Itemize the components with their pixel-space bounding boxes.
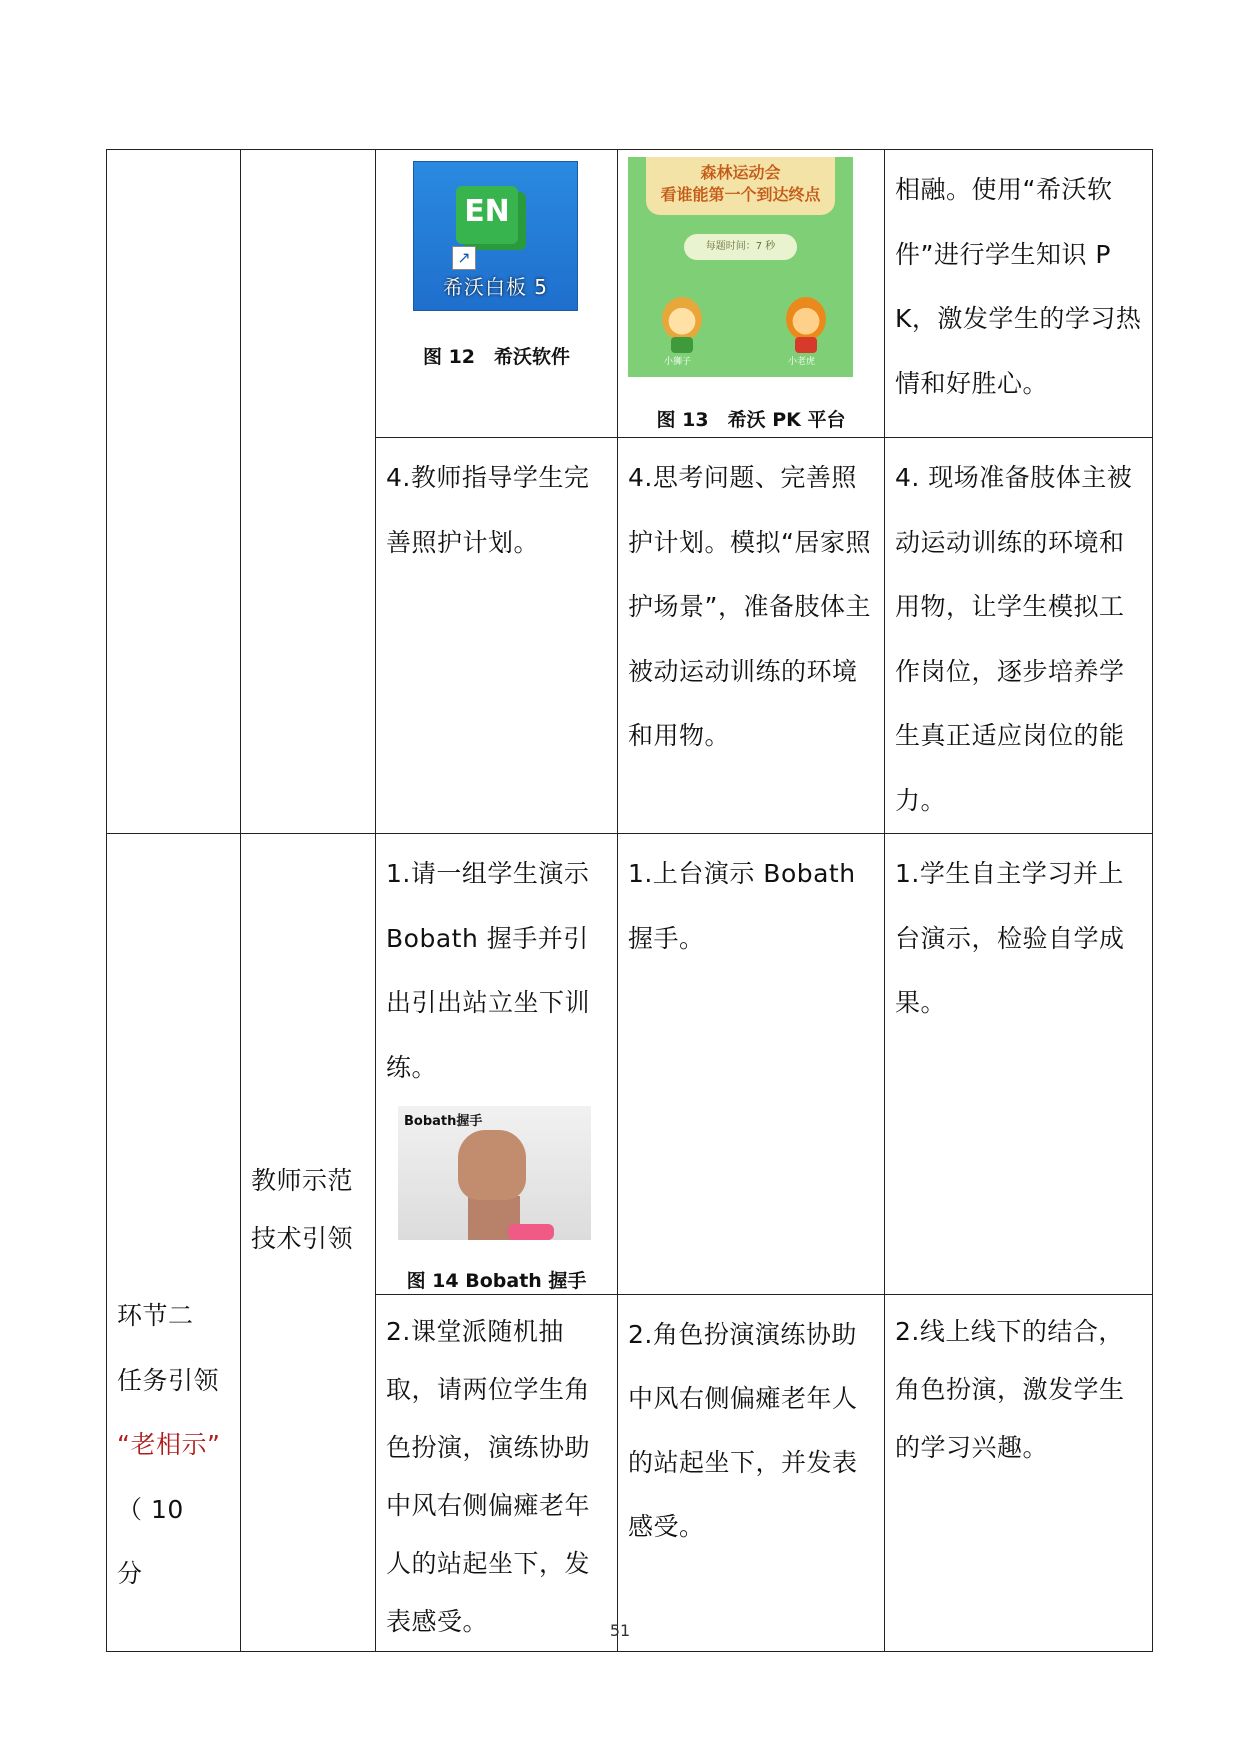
clasped-hands-icon (458, 1130, 526, 1200)
purpose-cell (885, 834, 1153, 1295)
student-cell (618, 1295, 885, 1652)
teacher-cell (376, 438, 618, 834)
purpose-text: 4. 现场准备肢体主被动运动训练的环境和用物，让学生模拟工作岗位，逐步培养学生真正适应岗位的能力。 (895, 463, 1133, 815)
teacher-text: 4.教师指导学生完善照护计划。 (386, 463, 590, 557)
purpose-cell (885, 438, 1153, 834)
student-cell (618, 834, 885, 1295)
icon-label: 希沃白板 5 (442, 275, 549, 299)
figure-caption: 图 12 希沃软件 (422, 346, 571, 368)
pk-platform-image (628, 157, 853, 377)
purpose-cell (885, 1295, 1153, 1652)
teacher-cell (376, 150, 618, 438)
figure-caption: 图 14 Bobath 握手 (406, 1270, 587, 1292)
method-line: 教师示范 (251, 1166, 354, 1195)
photo-label: Bobath握手 (404, 1114, 483, 1129)
purpose-text: 相融。使用“希沃软件”进行学生知识 PK，激发学生的学习热情和好胜心。 (895, 175, 1142, 398)
stage-line: 环节二 (117, 1301, 194, 1330)
purpose-cell (885, 150, 1153, 438)
page-number: 51 (609, 1621, 631, 1640)
pk-timer: 每题时间：7 秒 (684, 234, 797, 260)
pk-banner: 森林运动会 看谁能第一个到达终点 (646, 157, 835, 215)
teacher-text: 1.请一组学生演示 Bobath 握手并引出引出站立坐下训练。 (386, 859, 591, 1082)
student-text: 4.思考问题、完善照护计划。模拟“居家照护场景”，准备肢体主被动运动训练的环境和用物。 (628, 463, 871, 750)
student-text: 2.角色扮演演练协助中风右侧偏瘫老年人的站起坐下，并发表感受。 (628, 1320, 858, 1541)
student-cell (618, 150, 885, 438)
teacher-cell (376, 1295, 618, 1652)
stage-quote: “老相示” (117, 1430, 221, 1459)
stage-line: （ 10 分 (117, 1494, 210, 1588)
method-line: 技术引领 (251, 1224, 354, 1253)
method-cell-empty (241, 150, 376, 834)
purpose-text: 1.学生自主学习并上台演示，检验自学成果。 (895, 859, 1125, 1017)
stage-line: 任务引领 (117, 1365, 220, 1395)
lesson-plan-table (106, 149, 1153, 1652)
student-text: 1.上台演示 Bobath 握手。 (628, 859, 856, 953)
shortcut-arrow-icon: ↗ (452, 246, 476, 270)
stage-cell (107, 834, 241, 1652)
teacher-cell (376, 834, 618, 1295)
teacher-text: 2.课堂派随机抽取，请两位学生角色扮演，演练协助中风右侧偏瘫老年人的站起坐下，发表感受。 (386, 1317, 591, 1636)
method-cell (241, 834, 376, 1652)
bobath-handshake-photo (398, 1106, 591, 1240)
stage-cell-empty (107, 150, 241, 834)
purpose-text: 2.线上线下的结合，角色扮演，激发学生的学习兴趣。 (895, 1317, 1125, 1462)
table-row (107, 834, 1153, 1295)
pk-name-left: 小狮子 (664, 357, 692, 367)
lion-character-icon (662, 297, 702, 341)
student-cell (618, 438, 885, 834)
table-row (107, 150, 1153, 438)
figure-caption: 图 13 希沃 PK 平台 (656, 409, 846, 431)
tiger-character-icon (786, 297, 826, 341)
seewo-whiteboard-icon: EN ↗ 希沃白板 5 (413, 161, 578, 311)
pk-name-right: 小老虎 (788, 357, 816, 367)
